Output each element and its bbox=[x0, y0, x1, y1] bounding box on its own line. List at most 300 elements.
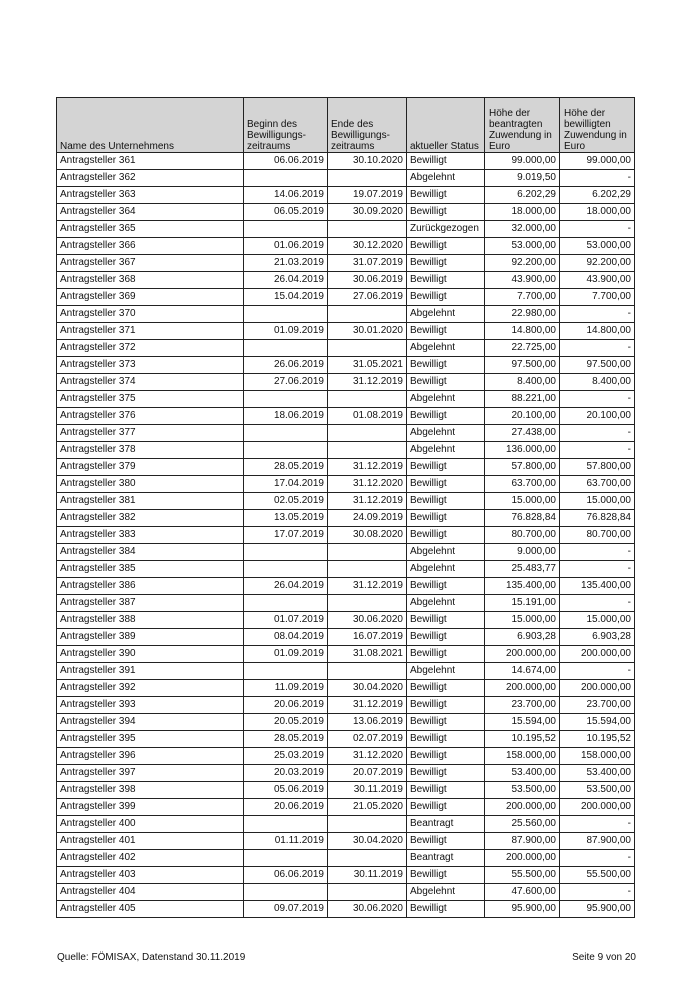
cell-approved-amount: 15.000,00 bbox=[560, 493, 635, 510]
cell-approved-amount: 76.828,84 bbox=[560, 510, 635, 527]
cell-company-name: Antragsteller 366 bbox=[57, 238, 244, 255]
cell-company-name: Antragsteller 364 bbox=[57, 204, 244, 221]
cell-period-begin: 02.05.2019 bbox=[244, 493, 328, 510]
table-row bbox=[57, 493, 635, 510]
cell-company-name: Antragsteller 380 bbox=[57, 476, 244, 493]
header-approved-amount: Höhe der bewilligten Zuwendung in Euro bbox=[560, 98, 635, 153]
cell-status: Bewilligt bbox=[407, 408, 485, 425]
cell-approved-amount: - bbox=[560, 663, 635, 680]
cell-company-name: Antragsteller 393 bbox=[57, 697, 244, 714]
cell-period-begin bbox=[244, 170, 328, 187]
cell-company-name: Antragsteller 362 bbox=[57, 170, 244, 187]
cell-requested-amount: 22.980,00 bbox=[485, 306, 560, 323]
cell-company-name: Antragsteller 398 bbox=[57, 782, 244, 799]
cell-company-name: Antragsteller 389 bbox=[57, 629, 244, 646]
cell-status: Abgelehnt bbox=[407, 595, 485, 612]
cell-period-begin: 01.09.2019 bbox=[244, 646, 328, 663]
table-row bbox=[57, 714, 635, 731]
cell-company-name: Antragsteller 403 bbox=[57, 867, 244, 884]
cell-company-name: Antragsteller 396 bbox=[57, 748, 244, 765]
cell-period-begin: 21.03.2019 bbox=[244, 255, 328, 272]
table-row bbox=[57, 187, 635, 204]
cell-status: Bewilligt bbox=[407, 510, 485, 527]
table-row bbox=[57, 782, 635, 799]
cell-approved-amount: - bbox=[560, 816, 635, 833]
cell-status: Bewilligt bbox=[407, 629, 485, 646]
table-row bbox=[57, 850, 635, 867]
cell-period-begin: 01.09.2019 bbox=[244, 323, 328, 340]
cell-period-begin: 20.06.2019 bbox=[244, 697, 328, 714]
cell-period-end: 30.12.2020 bbox=[328, 238, 407, 255]
cell-company-name: Antragsteller 386 bbox=[57, 578, 244, 595]
cell-company-name: Antragsteller 375 bbox=[57, 391, 244, 408]
cell-status: Bewilligt bbox=[407, 374, 485, 391]
cell-period-end: 30.11.2019 bbox=[328, 867, 407, 884]
cell-period-begin bbox=[244, 595, 328, 612]
header-period-end: Ende des Bewilligungs-zeitraums bbox=[328, 98, 407, 153]
cell-status: Bewilligt bbox=[407, 357, 485, 374]
cell-period-begin: 18.06.2019 bbox=[244, 408, 328, 425]
cell-period-end bbox=[328, 816, 407, 833]
cell-requested-amount: 53.000,00 bbox=[485, 238, 560, 255]
cell-period-begin: 20.05.2019 bbox=[244, 714, 328, 731]
table-row bbox=[57, 867, 635, 884]
table-row bbox=[57, 289, 635, 306]
cell-requested-amount: 135.400,00 bbox=[485, 578, 560, 595]
cell-period-begin bbox=[244, 391, 328, 408]
cell-status: Bewilligt bbox=[407, 901, 485, 918]
cell-requested-amount: 15.000,00 bbox=[485, 612, 560, 629]
cell-status: Abgelehnt bbox=[407, 663, 485, 680]
cell-requested-amount: 200.000,00 bbox=[485, 850, 560, 867]
cell-period-begin: 09.07.2019 bbox=[244, 901, 328, 918]
header-requested-amount: Höhe der beantragten Zuwendung in Euro bbox=[485, 98, 560, 153]
cell-status: Bewilligt bbox=[407, 238, 485, 255]
cell-company-name: Antragsteller 400 bbox=[57, 816, 244, 833]
cell-status: Bewilligt bbox=[407, 493, 485, 510]
cell-requested-amount: 8.400,00 bbox=[485, 374, 560, 391]
cell-approved-amount: - bbox=[560, 170, 635, 187]
table-row bbox=[57, 799, 635, 816]
cell-period-begin: 26.04.2019 bbox=[244, 578, 328, 595]
cell-approved-amount: 87.900,00 bbox=[560, 833, 635, 850]
cell-approved-amount: 23.700,00 bbox=[560, 697, 635, 714]
table-row bbox=[57, 340, 635, 357]
cell-approved-amount: 97.500,00 bbox=[560, 357, 635, 374]
cell-status: Bewilligt bbox=[407, 799, 485, 816]
cell-requested-amount: 55.500,00 bbox=[485, 867, 560, 884]
cell-requested-amount: 200.000,00 bbox=[485, 680, 560, 697]
cell-requested-amount: 53.400,00 bbox=[485, 765, 560, 782]
cell-status: Bewilligt bbox=[407, 459, 485, 476]
cell-requested-amount: 23.700,00 bbox=[485, 697, 560, 714]
table-row bbox=[57, 306, 635, 323]
table-row bbox=[57, 561, 635, 578]
cell-requested-amount: 76.828,84 bbox=[485, 510, 560, 527]
cell-requested-amount: 87.900,00 bbox=[485, 833, 560, 850]
footer-source: Quelle: FÖMISAX, Datenstand 30.11.2019 bbox=[57, 952, 246, 963]
cell-approved-amount: 8.400,00 bbox=[560, 374, 635, 391]
cell-period-end: 27.06.2019 bbox=[328, 289, 407, 306]
cell-company-name: Antragsteller 370 bbox=[57, 306, 244, 323]
cell-approved-amount: 18.000,00 bbox=[560, 204, 635, 221]
cell-period-end: 30.09.2020 bbox=[328, 204, 407, 221]
cell-company-name: Antragsteller 384 bbox=[57, 544, 244, 561]
cell-approved-amount: - bbox=[560, 221, 635, 238]
cell-company-name: Antragsteller 397 bbox=[57, 765, 244, 782]
cell-approved-amount: - bbox=[560, 561, 635, 578]
cell-company-name: Antragsteller 383 bbox=[57, 527, 244, 544]
cell-period-end bbox=[328, 884, 407, 901]
cell-approved-amount: 7.700,00 bbox=[560, 289, 635, 306]
cell-requested-amount: 9.000,00 bbox=[485, 544, 560, 561]
cell-requested-amount: 15.000,00 bbox=[485, 493, 560, 510]
cell-period-end: 19.07.2019 bbox=[328, 187, 407, 204]
cell-status: Abgelehnt bbox=[407, 442, 485, 459]
cell-approved-amount: 99.000,00 bbox=[560, 153, 635, 170]
cell-requested-amount: 32.000,00 bbox=[485, 221, 560, 238]
cell-company-name: Antragsteller 394 bbox=[57, 714, 244, 731]
cell-requested-amount: 80.700,00 bbox=[485, 527, 560, 544]
cell-period-end: 13.06.2019 bbox=[328, 714, 407, 731]
cell-period-end bbox=[328, 391, 407, 408]
cell-requested-amount: 53.500,00 bbox=[485, 782, 560, 799]
cell-approved-amount: 92.200,00 bbox=[560, 255, 635, 272]
cell-requested-amount: 99.000,00 bbox=[485, 153, 560, 170]
table-row bbox=[57, 408, 635, 425]
cell-period-end: 31.07.2019 bbox=[328, 255, 407, 272]
cell-requested-amount: 47.600,00 bbox=[485, 884, 560, 901]
cell-status: Beantragt bbox=[407, 816, 485, 833]
cell-status: Bewilligt bbox=[407, 646, 485, 663]
cell-company-name: Antragsteller 395 bbox=[57, 731, 244, 748]
table-row bbox=[57, 765, 635, 782]
cell-period-end: 30.04.2020 bbox=[328, 680, 407, 697]
cell-approved-amount: 53.400,00 bbox=[560, 765, 635, 782]
cell-status: Bewilligt bbox=[407, 782, 485, 799]
cell-approved-amount: 53.000,00 bbox=[560, 238, 635, 255]
cell-period-begin bbox=[244, 816, 328, 833]
cell-period-end: 30.08.2020 bbox=[328, 527, 407, 544]
table-row bbox=[57, 697, 635, 714]
cell-company-name: Antragsteller 376 bbox=[57, 408, 244, 425]
table-row bbox=[57, 595, 635, 612]
cell-company-name: Antragsteller 367 bbox=[57, 255, 244, 272]
footer-page-number: Seite 9 von 20 bbox=[572, 952, 636, 963]
cell-period-end bbox=[328, 221, 407, 238]
cell-approved-amount: 158.000,00 bbox=[560, 748, 635, 765]
cell-period-end: 31.12.2019 bbox=[328, 493, 407, 510]
cell-status: Bewilligt bbox=[407, 833, 485, 850]
cell-period-begin: 01.07.2019 bbox=[244, 612, 328, 629]
cell-period-end: 20.07.2019 bbox=[328, 765, 407, 782]
table-row bbox=[57, 731, 635, 748]
cell-period-end bbox=[328, 544, 407, 561]
cell-company-name: Antragsteller 405 bbox=[57, 901, 244, 918]
table-row bbox=[57, 612, 635, 629]
header-company-name: Name des Unternehmens bbox=[57, 98, 244, 153]
cell-period-begin bbox=[244, 850, 328, 867]
cell-status: Abgelehnt bbox=[407, 391, 485, 408]
cell-period-end: 31.12.2019 bbox=[328, 459, 407, 476]
cell-period-begin: 06.06.2019 bbox=[244, 153, 328, 170]
cell-approved-amount: 200.000,00 bbox=[560, 680, 635, 697]
cell-period-end: 01.08.2019 bbox=[328, 408, 407, 425]
table-header-row bbox=[57, 98, 635, 153]
cell-period-begin: 26.04.2019 bbox=[244, 272, 328, 289]
cell-company-name: Antragsteller 378 bbox=[57, 442, 244, 459]
cell-approved-amount: 20.100,00 bbox=[560, 408, 635, 425]
cell-period-begin: 14.06.2019 bbox=[244, 187, 328, 204]
cell-company-name: Antragsteller 401 bbox=[57, 833, 244, 850]
cell-requested-amount: 6.202,29 bbox=[485, 187, 560, 204]
cell-period-begin: 01.06.2019 bbox=[244, 238, 328, 255]
cell-status: Abgelehnt bbox=[407, 544, 485, 561]
cell-period-begin: 27.06.2019 bbox=[244, 374, 328, 391]
table-row bbox=[57, 833, 635, 850]
cell-requested-amount: 14.800,00 bbox=[485, 323, 560, 340]
cell-period-end: 30.06.2019 bbox=[328, 272, 407, 289]
cell-requested-amount: 15.191,00 bbox=[485, 595, 560, 612]
cell-company-name: Antragsteller 372 bbox=[57, 340, 244, 357]
cell-period-end: 31.12.2019 bbox=[328, 374, 407, 391]
cell-period-end bbox=[328, 306, 407, 323]
table-row bbox=[57, 170, 635, 187]
cell-status: Abgelehnt bbox=[407, 340, 485, 357]
cell-status: Abgelehnt bbox=[407, 306, 485, 323]
cell-period-end: 31.12.2019 bbox=[328, 697, 407, 714]
cell-company-name: Antragsteller 391 bbox=[57, 663, 244, 680]
cell-period-begin bbox=[244, 561, 328, 578]
cell-period-begin: 15.04.2019 bbox=[244, 289, 328, 306]
cell-requested-amount: 95.900,00 bbox=[485, 901, 560, 918]
cell-requested-amount: 15.594,00 bbox=[485, 714, 560, 731]
cell-period-begin: 17.04.2019 bbox=[244, 476, 328, 493]
cell-approved-amount: 55.500,00 bbox=[560, 867, 635, 884]
cell-period-end: 30.11.2019 bbox=[328, 782, 407, 799]
table-row bbox=[57, 374, 635, 391]
table-body bbox=[57, 153, 635, 918]
cell-company-name: Antragsteller 369 bbox=[57, 289, 244, 306]
table-row bbox=[57, 442, 635, 459]
cell-company-name: Antragsteller 361 bbox=[57, 153, 244, 170]
cell-approved-amount: 95.900,00 bbox=[560, 901, 635, 918]
table-row bbox=[57, 153, 635, 170]
cell-period-end: 16.07.2019 bbox=[328, 629, 407, 646]
cell-company-name: Antragsteller 379 bbox=[57, 459, 244, 476]
table-row bbox=[57, 663, 635, 680]
cell-period-begin: 01.11.2019 bbox=[244, 833, 328, 850]
cell-status: Bewilligt bbox=[407, 714, 485, 731]
cell-approved-amount: - bbox=[560, 425, 635, 442]
cell-approved-amount: - bbox=[560, 340, 635, 357]
cell-period-begin bbox=[244, 663, 328, 680]
table-row bbox=[57, 544, 635, 561]
cell-period-end bbox=[328, 595, 407, 612]
cell-period-begin: 17.07.2019 bbox=[244, 527, 328, 544]
cell-status: Bewilligt bbox=[407, 323, 485, 340]
cell-period-end: 30.06.2020 bbox=[328, 901, 407, 918]
cell-requested-amount: 18.000,00 bbox=[485, 204, 560, 221]
table-row bbox=[57, 221, 635, 238]
cell-period-begin: 11.09.2019 bbox=[244, 680, 328, 697]
cell-approved-amount: - bbox=[560, 391, 635, 408]
cell-company-name: Antragsteller 385 bbox=[57, 561, 244, 578]
cell-period-begin: 08.04.2019 bbox=[244, 629, 328, 646]
cell-status: Abgelehnt bbox=[407, 884, 485, 901]
cell-period-end bbox=[328, 170, 407, 187]
table-row bbox=[57, 527, 635, 544]
cell-requested-amount: 57.800,00 bbox=[485, 459, 560, 476]
cell-requested-amount: 6.903,28 bbox=[485, 629, 560, 646]
cell-approved-amount: 43.900,00 bbox=[560, 272, 635, 289]
cell-company-name: Antragsteller 363 bbox=[57, 187, 244, 204]
cell-approved-amount: - bbox=[560, 442, 635, 459]
cell-status: Abgelehnt bbox=[407, 425, 485, 442]
cell-company-name: Antragsteller 402 bbox=[57, 850, 244, 867]
cell-company-name: Antragsteller 381 bbox=[57, 493, 244, 510]
table-row bbox=[57, 204, 635, 221]
cell-period-end: 21.05.2020 bbox=[328, 799, 407, 816]
cell-requested-amount: 14.674,00 bbox=[485, 663, 560, 680]
cell-requested-amount: 25.560,00 bbox=[485, 816, 560, 833]
cell-period-begin bbox=[244, 544, 328, 561]
cell-status: Bewilligt bbox=[407, 867, 485, 884]
cell-company-name: Antragsteller 392 bbox=[57, 680, 244, 697]
cell-approved-amount: - bbox=[560, 306, 635, 323]
cell-requested-amount: 136.000,00 bbox=[485, 442, 560, 459]
cell-period-begin: 05.06.2019 bbox=[244, 782, 328, 799]
cell-approved-amount: 15.594,00 bbox=[560, 714, 635, 731]
cell-requested-amount: 22.725,00 bbox=[485, 340, 560, 357]
cell-requested-amount: 63.700,00 bbox=[485, 476, 560, 493]
cell-status: Abgelehnt bbox=[407, 170, 485, 187]
table-row bbox=[57, 459, 635, 476]
cell-period-end: 24.09.2019 bbox=[328, 510, 407, 527]
cell-requested-amount: 97.500,00 bbox=[485, 357, 560, 374]
cell-status: Abgelehnt bbox=[407, 561, 485, 578]
cell-status: Bewilligt bbox=[407, 748, 485, 765]
cell-approved-amount: 6.903,28 bbox=[560, 629, 635, 646]
cell-period-end bbox=[328, 561, 407, 578]
table-row bbox=[57, 323, 635, 340]
table-row bbox=[57, 510, 635, 527]
cell-approved-amount: 15.000,00 bbox=[560, 612, 635, 629]
cell-company-name: Antragsteller 373 bbox=[57, 357, 244, 374]
cell-status: Bewilligt bbox=[407, 187, 485, 204]
cell-company-name: Antragsteller 368 bbox=[57, 272, 244, 289]
cell-period-begin: 20.03.2019 bbox=[244, 765, 328, 782]
cell-approved-amount: 200.000,00 bbox=[560, 646, 635, 663]
table-row bbox=[57, 816, 635, 833]
cell-period-end: 31.12.2019 bbox=[328, 578, 407, 595]
cell-status: Bewilligt bbox=[407, 697, 485, 714]
cell-requested-amount: 25.483,77 bbox=[485, 561, 560, 578]
cell-status: Bewilligt bbox=[407, 765, 485, 782]
table-row bbox=[57, 255, 635, 272]
cell-approved-amount: 63.700,00 bbox=[560, 476, 635, 493]
table-row bbox=[57, 476, 635, 493]
grants-table bbox=[56, 97, 635, 918]
cell-period-end: 30.10.2020 bbox=[328, 153, 407, 170]
cell-status: Bewilligt bbox=[407, 612, 485, 629]
table-row bbox=[57, 578, 635, 595]
cell-period-begin: 13.05.2019 bbox=[244, 510, 328, 527]
cell-period-begin: 26.06.2019 bbox=[244, 357, 328, 374]
cell-status: Bewilligt bbox=[407, 731, 485, 748]
cell-status: Bewilligt bbox=[407, 153, 485, 170]
cell-requested-amount: 200.000,00 bbox=[485, 799, 560, 816]
cell-period-end bbox=[328, 850, 407, 867]
table-row bbox=[57, 680, 635, 697]
cell-approved-amount: 135.400,00 bbox=[560, 578, 635, 595]
cell-period-end bbox=[328, 442, 407, 459]
cell-approved-amount: 14.800,00 bbox=[560, 323, 635, 340]
cell-approved-amount: - bbox=[560, 850, 635, 867]
cell-status: Bewilligt bbox=[407, 289, 485, 306]
cell-status: Bewilligt bbox=[407, 578, 485, 595]
cell-requested-amount: 7.700,00 bbox=[485, 289, 560, 306]
cell-period-begin: 20.06.2019 bbox=[244, 799, 328, 816]
cell-company-name: Antragsteller 404 bbox=[57, 884, 244, 901]
cell-requested-amount: 88.221,00 bbox=[485, 391, 560, 408]
cell-period-begin: 28.05.2019 bbox=[244, 731, 328, 748]
cell-period-end: 30.06.2020 bbox=[328, 612, 407, 629]
cell-status: Bewilligt bbox=[407, 272, 485, 289]
cell-requested-amount: 10.195,52 bbox=[485, 731, 560, 748]
table-row bbox=[57, 901, 635, 918]
cell-requested-amount: 158.000,00 bbox=[485, 748, 560, 765]
cell-company-name: Antragsteller 382 bbox=[57, 510, 244, 527]
cell-approved-amount: 200.000,00 bbox=[560, 799, 635, 816]
cell-approved-amount: 80.700,00 bbox=[560, 527, 635, 544]
header-status: aktueller Status bbox=[407, 98, 485, 153]
cell-period-begin: 06.05.2019 bbox=[244, 204, 328, 221]
cell-company-name: Antragsteller 371 bbox=[57, 323, 244, 340]
cell-period-end: 30.04.2020 bbox=[328, 833, 407, 850]
table-row bbox=[57, 357, 635, 374]
cell-status: Bewilligt bbox=[407, 255, 485, 272]
cell-period-end: 30.01.2020 bbox=[328, 323, 407, 340]
cell-company-name: Antragsteller 377 bbox=[57, 425, 244, 442]
cell-company-name: Antragsteller 399 bbox=[57, 799, 244, 816]
cell-period-end: 31.12.2020 bbox=[328, 476, 407, 493]
cell-approved-amount: 6.202,29 bbox=[560, 187, 635, 204]
cell-period-end bbox=[328, 425, 407, 442]
cell-period-begin: 25.03.2019 bbox=[244, 748, 328, 765]
cell-period-end bbox=[328, 663, 407, 680]
cell-approved-amount: 10.195,52 bbox=[560, 731, 635, 748]
cell-status: Bewilligt bbox=[407, 476, 485, 493]
cell-period-begin: 28.05.2019 bbox=[244, 459, 328, 476]
cell-period-end: 31.05.2021 bbox=[328, 357, 407, 374]
table-row bbox=[57, 629, 635, 646]
cell-status: Bewilligt bbox=[407, 680, 485, 697]
cell-status: Bewilligt bbox=[407, 527, 485, 544]
cell-company-name: Antragsteller 365 bbox=[57, 221, 244, 238]
table-row bbox=[57, 391, 635, 408]
cell-period-begin bbox=[244, 221, 328, 238]
cell-requested-amount: 92.200,00 bbox=[485, 255, 560, 272]
cell-approved-amount: 53.500,00 bbox=[560, 782, 635, 799]
cell-approved-amount: - bbox=[560, 884, 635, 901]
table-row bbox=[57, 272, 635, 289]
cell-requested-amount: 43.900,00 bbox=[485, 272, 560, 289]
cell-period-end: 02.07.2019 bbox=[328, 731, 407, 748]
cell-requested-amount: 27.438,00 bbox=[485, 425, 560, 442]
cell-period-begin bbox=[244, 884, 328, 901]
table-row bbox=[57, 646, 635, 663]
